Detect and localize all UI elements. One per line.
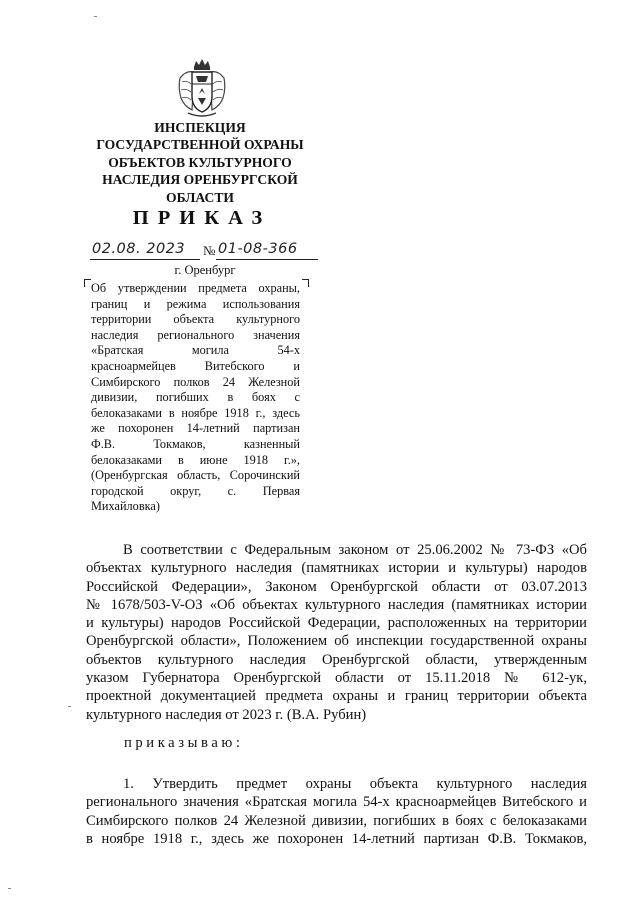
- subject-line: Симбирского полков 24 Железной: [91, 374, 300, 389]
- org-line: ОБЛАСТИ: [166, 189, 234, 205]
- subject-line: городской округ, с. Первая: [91, 483, 300, 498]
- item-line: регионального значения «Братская могила 54-х красноармейцев Витебского и: [86, 794, 587, 811]
- preamble-line: проектной документацией предмета охраны и границ территории объекта: [86, 688, 587, 705]
- subject-line: «Братская могила 54-х: [91, 343, 300, 358]
- preamble-line: В соответствии с Федеральным законом от 25.06.2002 № 73-ФЗ «Об: [123, 542, 587, 558]
- item-line: 1. Утвердить предмет охраны объекта культурного наследия: [123, 776, 587, 792]
- subject-line: дивизии, погибших в боях с: [91, 390, 300, 405]
- subject-line: Об утверждении предмета охраны,: [91, 281, 300, 295]
- preamble-paragraph: [86, 541, 587, 724]
- preamble-line: № 1678/503-V-ОЗ «Об объектах культурного наследия (памятниках истории: [86, 596, 587, 613]
- preamble-line: Оренбургской области», Положением об инспекции государственной охраны: [86, 633, 587, 650]
- date-underline: [90, 259, 200, 260]
- subject-line: территории объекта культурного: [91, 312, 300, 327]
- date-number-line: [90, 240, 320, 262]
- org-line: ОБЪЕКТОВ КУЛЬТУРНОГО: [108, 154, 292, 170]
- item-line: Симбирского полков 24 Железной дивизии, погибших в боях с белоказаками: [86, 812, 587, 829]
- scan-mark: [94, 16, 97, 17]
- item-line: в ноябре 1918 г., здесь же похоронен 14-летний партизан Ф.В. Токмаков,: [86, 830, 587, 847]
- preamble-line: и культуры) народов Российской Федерации, расположенных на территории: [86, 615, 587, 632]
- org-line: НАСЛЕДИЯ ОРЕНБУРГСКОЙ: [102, 172, 298, 188]
- scan-mark: [8, 888, 11, 889]
- handwritten-number: 01-08-366: [218, 241, 298, 257]
- subject-line: Михайловка): [91, 499, 160, 514]
- subject-bracket-left: [84, 279, 91, 287]
- subject-line: же похоронен 14-летний партизан: [91, 421, 300, 436]
- scan-mark: [68, 706, 71, 707]
- subject-block: [91, 281, 300, 515]
- preamble-line: Российской Федерации», Законом Оренбургской области от 03.07.2013: [86, 578, 587, 595]
- order-directive-word: приказываю:: [124, 735, 244, 751]
- org-line: ИНСПЕКЦИЯ: [154, 120, 246, 135]
- number-underline: [216, 259, 318, 260]
- preamble-line: культурного наследия от 2023 г. (В.А. Рубин): [86, 706, 367, 723]
- handwritten-date: 02.08. 2023: [92, 241, 186, 257]
- preamble-line: объектов культурного наследия Оренбургской области, утвержденным: [86, 651, 587, 668]
- number-sign: №: [203, 243, 216, 258]
- preamble-line: указом Губернатора Оренбургской области от 15.11.2018 № 612-ук,: [86, 670, 587, 687]
- subject-line: границ и режима использования: [91, 296, 300, 311]
- city-label: г. Оренбург: [174, 263, 236, 277]
- coat-of-arms-emblem: [176, 58, 228, 120]
- org-line: ГОСУДАРСТВЕННОЙ ОХРАНЫ: [96, 137, 304, 153]
- order-item-1: [86, 775, 587, 848]
- subject-line: белоказаками в июне 1918 г.»,: [91, 452, 300, 467]
- subject-line: белоказаками в ноябре 1918 г., здесь: [91, 405, 300, 420]
- subject-line: (Оренбургская область, Сорочинский: [91, 468, 300, 483]
- preamble-line: объектах культурного наследия (памятниках истории и культуры) народов: [86, 560, 587, 577]
- subject-bracket-right: [302, 279, 309, 287]
- organization-name: [80, 119, 320, 206]
- subject-line: наследия регионального значения: [91, 327, 300, 342]
- subject-line: Ф.В. Токмаков, казненный: [91, 436, 300, 451]
- subject-line: красноармейцев Витебского и: [91, 358, 300, 373]
- document-type-title: ПРИКАЗ: [132, 207, 272, 229]
